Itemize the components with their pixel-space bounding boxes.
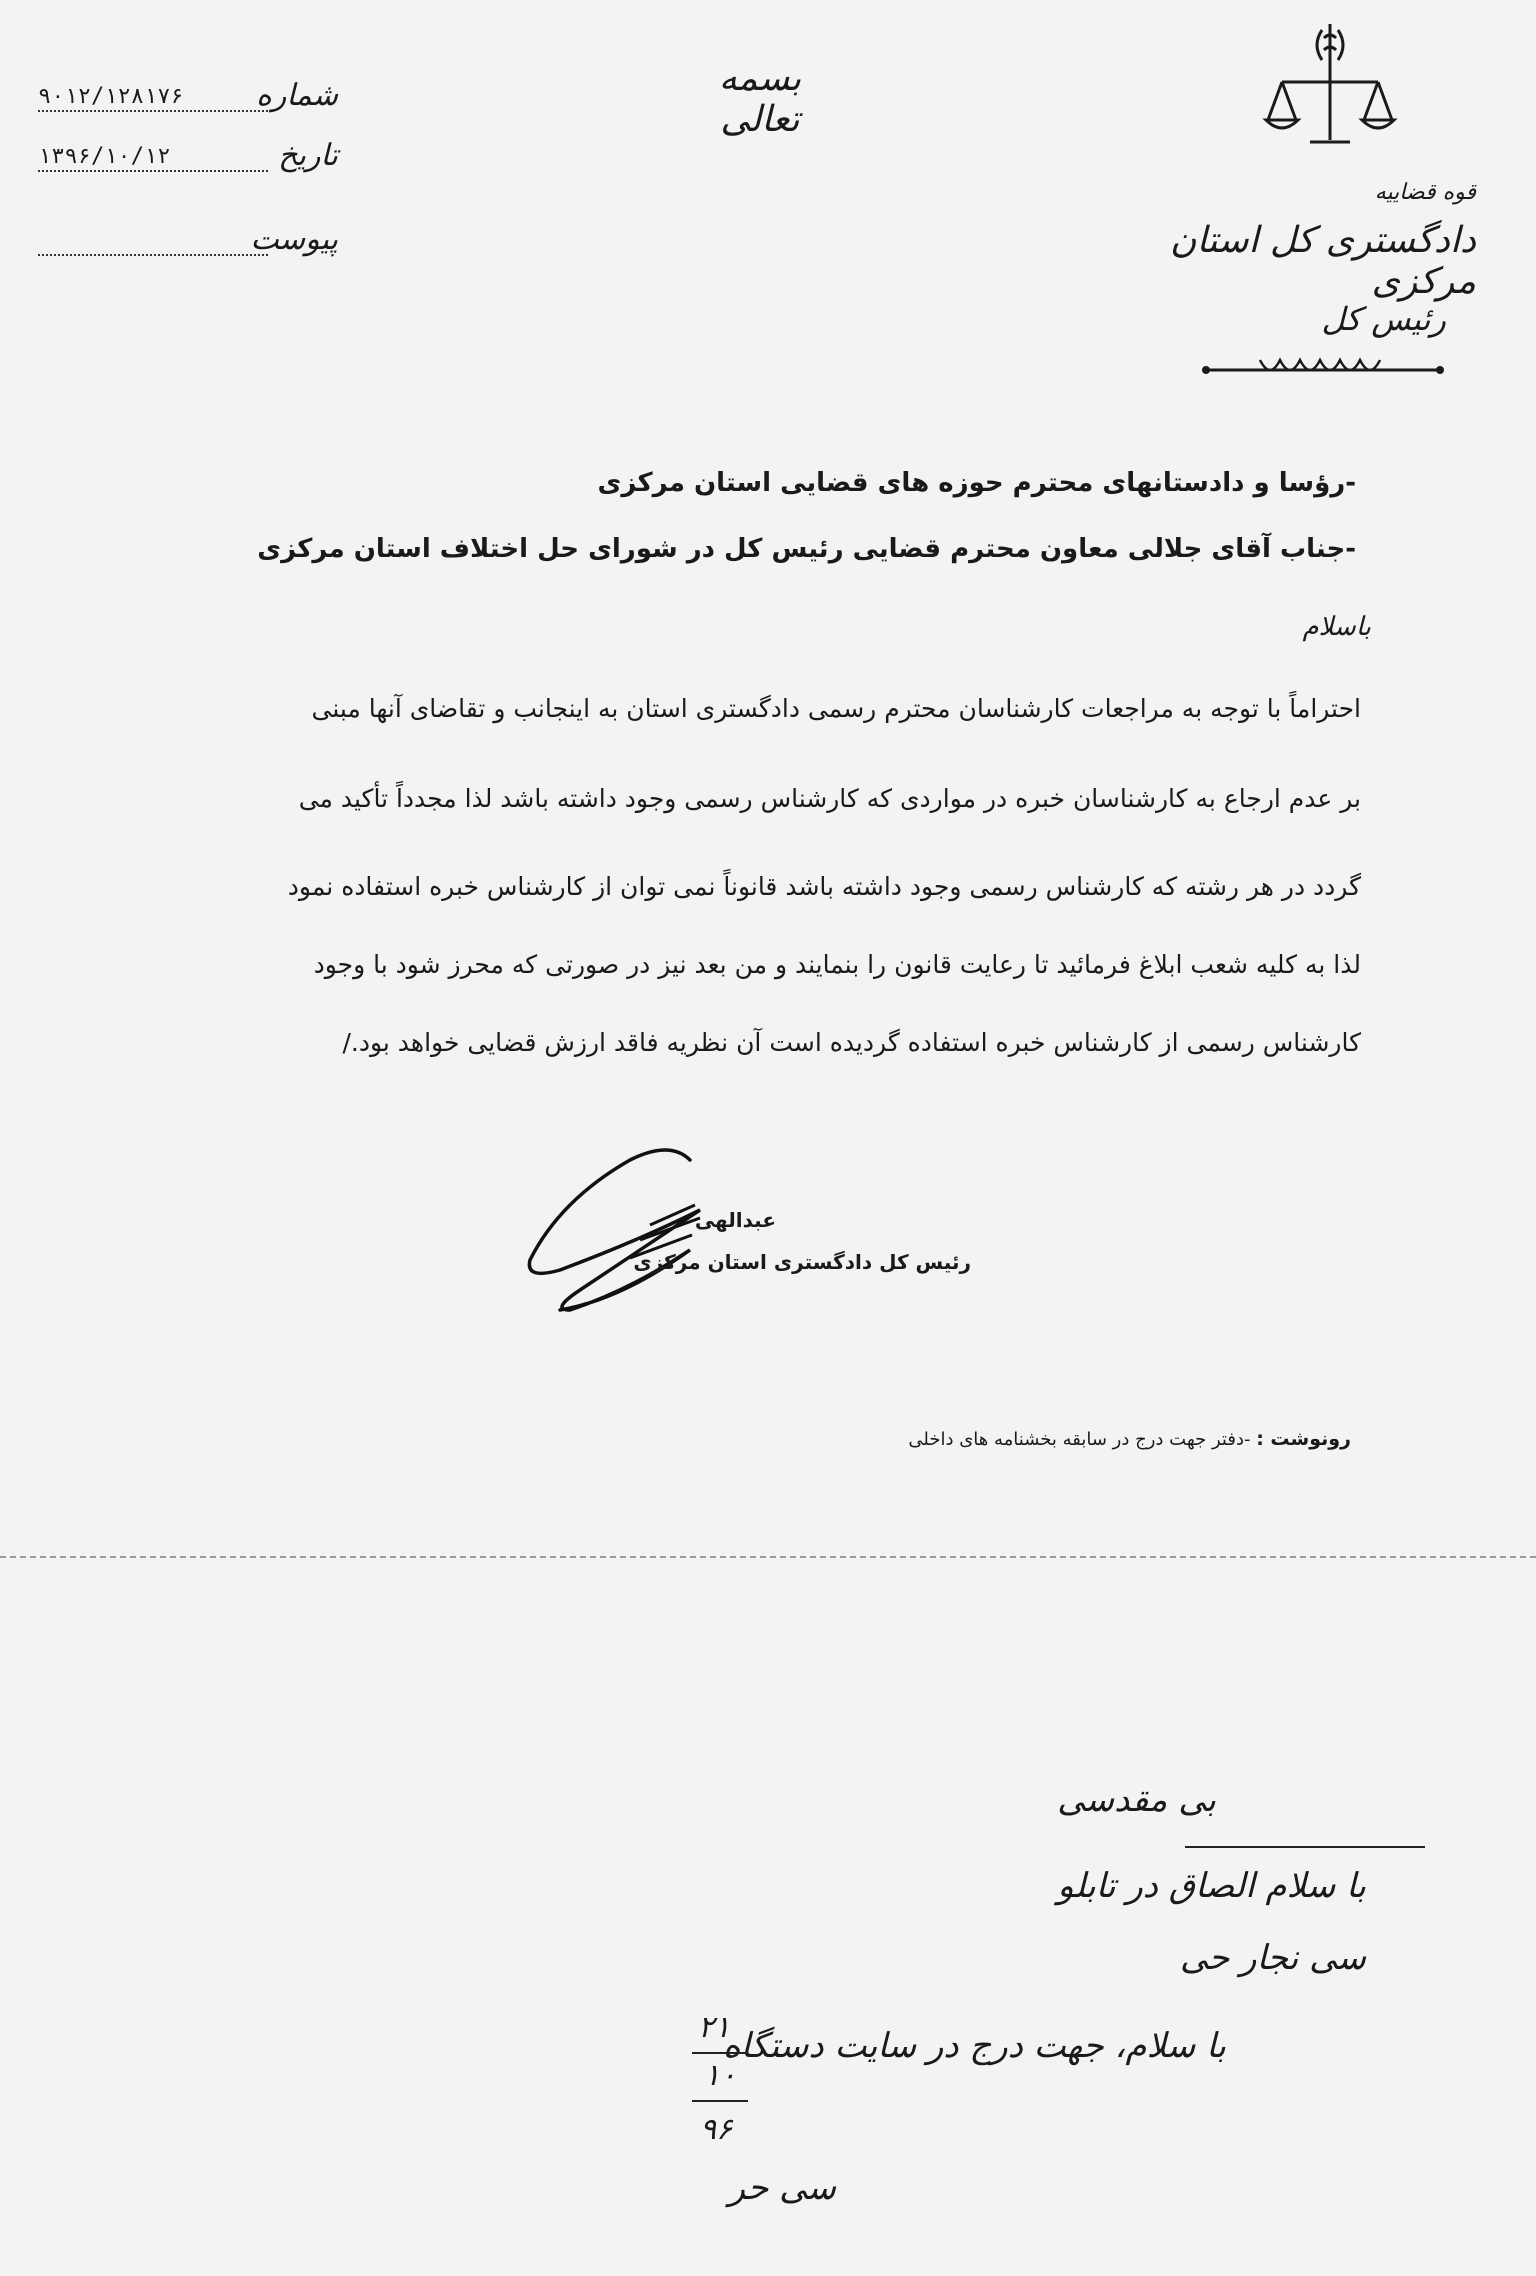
letter-attachment-row <box>38 222 338 262</box>
handwritten-date-day: ۲۱ <box>698 2010 731 2045</box>
handwritten-note: سی نجار حی <box>1180 1938 1366 1978</box>
handwritten-initials: سی حر <box>728 2168 836 2208</box>
office-title: رئیس کل <box>1321 300 1446 338</box>
date-fraction-bar <box>692 2052 748 2054</box>
emblem-of-iran-icon <box>1262 20 1398 154</box>
body-line: بر عدم ارجاع به کارشناسان خبره در مواردی که کارشناس رسمی وجود داشته باشد لذا مجدداً تأکید می <box>298 784 1361 813</box>
date-fraction-bar <box>692 2100 748 2102</box>
handwritten-signature-icon <box>520 1140 720 1320</box>
handwritten-note: با سلام الصاق در تابلو <box>1057 1866 1366 1906</box>
greeting: باسلام <box>1302 612 1371 642</box>
recipient-line: -جناب آقای جلالی معاون محترم قضایی رئیس کل در شورای حل اختلاف استان مرکزی <box>257 534 1356 564</box>
ornamental-divider-icon <box>1200 352 1446 388</box>
basmala: بسمه تعالی <box>718 58 802 140</box>
fold-line <box>0 1556 1536 1558</box>
recipient-line: -رؤسا و دادستانهای محترم حوزه های قضایی استان مرکزی <box>597 468 1356 498</box>
date-label: تاریخ <box>278 138 338 173</box>
signer-title: رئیس کل دادگستری استان مرکزی <box>633 1250 971 1274</box>
handwritten-note: بی مقدسی <box>1057 1780 1216 1820</box>
judiciary-label: قوه قضاییه <box>1374 180 1476 205</box>
handwritten-date-month: ۱۰ <box>704 2058 737 2093</box>
body-line: احتراماً با توجه به مراجعات کارشناسان محترم رسمی دادگستری استان به اینجانب و تقاضای آنها مبنی <box>311 694 1361 723</box>
letter-number-row <box>38 78 338 118</box>
number-label: شماره <box>256 78 338 113</box>
handwritten-note: با سلام، جهت درج در سایت دستگاه <box>722 2026 1226 2066</box>
attachment-label: پیوست <box>250 222 338 257</box>
cc-text: -دفتر جهت درج در سابقه بخشنامه های داخلی <box>908 1429 1251 1450</box>
body-line: لذا به کلیه شعب ابلاغ فرمائید تا رعایت قانون را بنمایند و من بعد نیز در صورتی که محرز شود با وجود <box>313 950 1361 979</box>
date-value: ۱۳۹۶/۱۰/۱۲ <box>38 144 171 169</box>
cc-label: رونوشت : <box>1256 1428 1351 1450</box>
handwritten-underline <box>1185 1846 1425 1848</box>
carbon-copy <box>908 1428 1351 1450</box>
organization-name: دادگستری کل استان مرکزی <box>1170 220 1476 302</box>
handwritten-date-year: ۹۶ <box>700 2112 733 2147</box>
body-line: کارشناس رسمی از کارشناس خبره استفاده گردیده است آن نظریه فاقد ارزش قضایی خواهد بود./ <box>342 1028 1361 1057</box>
body-line: گردد در هر رشته که کارشناس رسمی وجود داشته باشد قانوناً نمی توان از کارشناس خبره استفاده نمود <box>287 872 1361 901</box>
letter-date-row <box>38 138 338 178</box>
number-value: ۹۰۱۲/۱۲۸۱۷۶ <box>38 84 184 109</box>
signer-name: عبدالهی <box>694 1208 776 1232</box>
